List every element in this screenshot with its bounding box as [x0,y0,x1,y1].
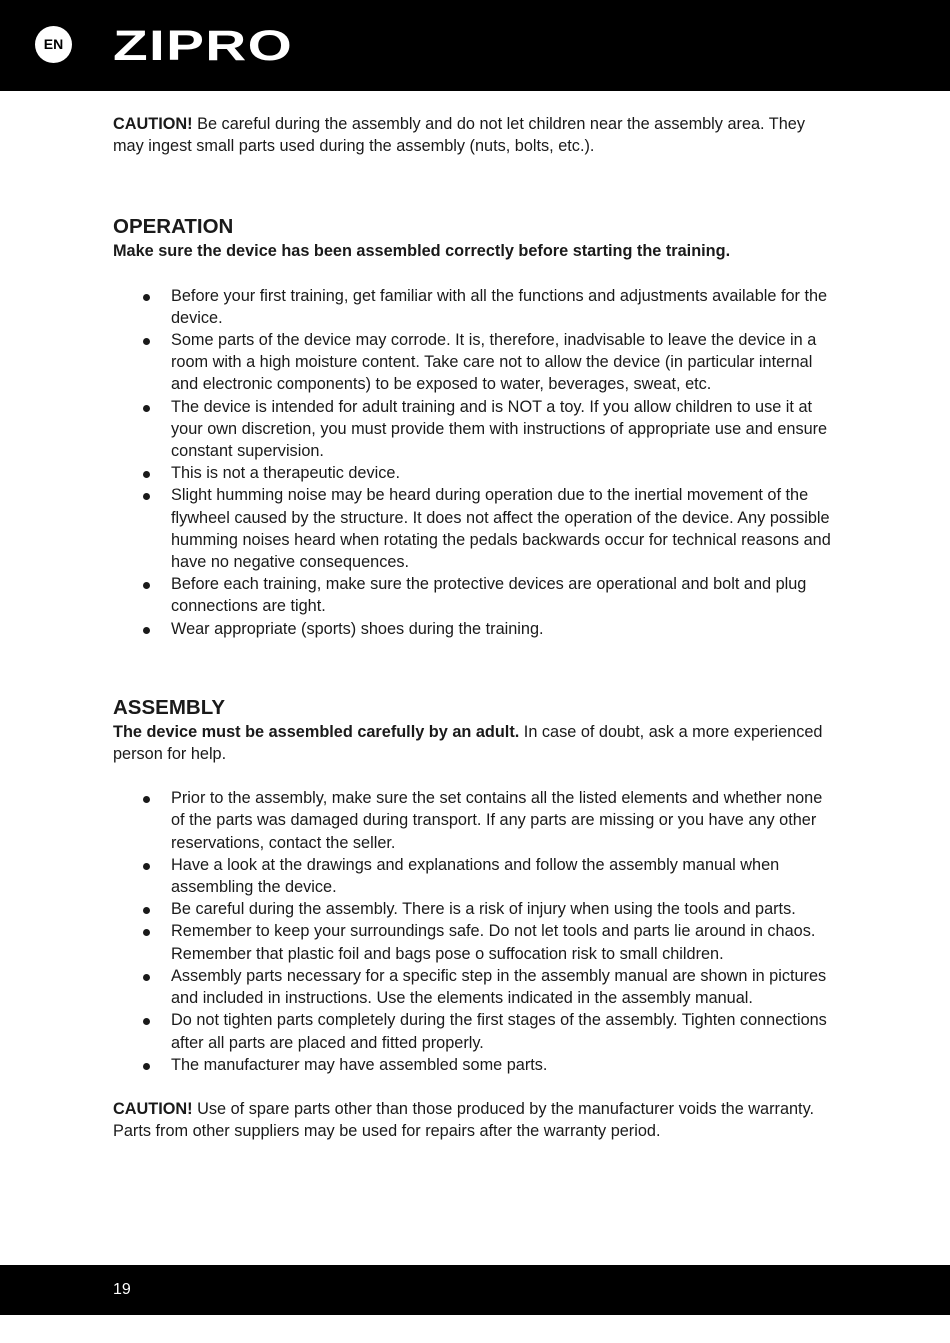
list-item [113,920,835,964]
list-item [113,329,835,396]
bullet-icon [143,471,150,478]
page-footer [0,1265,950,1315]
bullet-icon [143,1063,150,1070]
list-item [113,1054,835,1076]
list-item-text: Do not tighten parts completely during the first stages of the assembly. Tighten connections after all parts are placed and fitted properly. [171,1011,827,1052]
list-item-text: The device is intended for adult training and is NOT a toy. If you allow children to use it at your own discretion, you must provide them with instructions of appropriate use and ensure constant supervision. [171,397,828,461]
caution-label: CAUTION! [113,1099,193,1118]
operation-list [113,285,835,640]
list-item [113,618,835,640]
language-badge: EN [35,26,72,63]
list-item-text: The manufacturer may have assembled some parts. [171,1055,548,1074]
assembly-caution [113,1098,835,1142]
operation-heading: OPERATION [113,215,234,239]
list-item-text: Wear appropriate (sports) shoes during the training. [171,619,544,638]
list-item-text: Assembly parts necessary for a specific step in the assembly manual are shown in pictures and included in instructions. Use the elements indicated in the assembly manual. [171,966,827,1008]
bullet-icon [143,907,150,914]
bullet-icon [143,338,150,345]
bullet-icon [143,294,150,301]
caution-label: CAUTION! [113,115,193,133]
assembly-lead-bold: The device must be assembled carefully by an adult. [113,722,520,741]
bullet-icon [143,405,150,412]
assembly-heading: ASSEMBLY [113,695,226,719]
bullet-icon [143,974,150,981]
list-item-text: Remember to keep your surroundings safe. Do not let tools and parts lie around in chaos. Remember that plastic foil and bags pose o suffocation risk to small children. [171,922,816,963]
operation-subtitle [113,240,835,262]
bullet-icon [143,863,150,870]
list-item [113,854,835,898]
page-number: 19 [113,1281,131,1298]
list-item-text: Prior to the assembly, make sure the set contains all the listed elements and whether none of the parts was damaged during transport. If any parts are missing or you have any other reservations, contact the seller. [171,789,823,852]
bullet-icon [143,929,150,936]
bullet-icon [143,627,150,634]
assembly-lead [113,721,835,765]
list-item [113,898,835,920]
list-item-text: Some parts of the device may corrode. It is, therefore, inadvisable to leave the device in a room with a high moisture content. Take care not to allow the device (in particular internal and electronic components) to be exposed to water, beverages, sweat, etc. [171,331,817,394]
list-item-text: Slight humming noise may be heard during operation due to the inertial movement of the flywheel caused by the structure. It does not affect the operation of the device. Any possible humming noises heard when rotating the pedals backwards occur for technical reasons and have no negative consequences. [171,486,831,572]
list-item [113,462,835,484]
bullet-icon [143,796,150,803]
list-item-text: Before each training, make sure the protective devices are operational and bolt and plug connections are tight. [171,575,807,616]
document-body [113,113,835,1142]
bullet-icon [143,493,150,500]
list-item [113,484,835,573]
list-item [113,1009,835,1053]
brand-logo: ZIPRO [113,22,294,70]
list-item [113,396,835,463]
assembly-list [113,787,835,1076]
list-item-text: Have a look at the drawings and explanations and follow the assembly manual when assembling the device. [171,855,780,897]
caution-text: Use of spare parts other than those produced by the manufacturer voids the warranty. Parts from other suppliers may be used for repairs after the warranty period. [113,1099,815,1141]
bullet-icon [143,1018,150,1025]
intro-caution [113,113,835,157]
list-item [113,285,835,329]
list-item-text: Before your first training, get familiar with all the functions and adjustments available for the device. [171,286,828,327]
list-item [113,787,835,854]
list-item-text: Be careful during the assembly. There is a risk of injury when using the tools and parts. [171,900,796,919]
operation-subtitle-text: Make sure the device has been assembled correctly before starting the training. [113,242,731,261]
caution-text: Be careful during the assembly and do not let children near the assembly area. They may ingest small parts used during the assembly (nuts, bolts, etc.). [113,115,806,156]
assembly-lead-text: In case of doubt, ask a more experienced person for help. [113,722,823,764]
list-item [113,965,835,1009]
bullet-icon [143,582,150,589]
page-header [0,0,950,91]
list-item-text: This is not a therapeutic device. [171,464,400,483]
list-item [113,573,835,617]
